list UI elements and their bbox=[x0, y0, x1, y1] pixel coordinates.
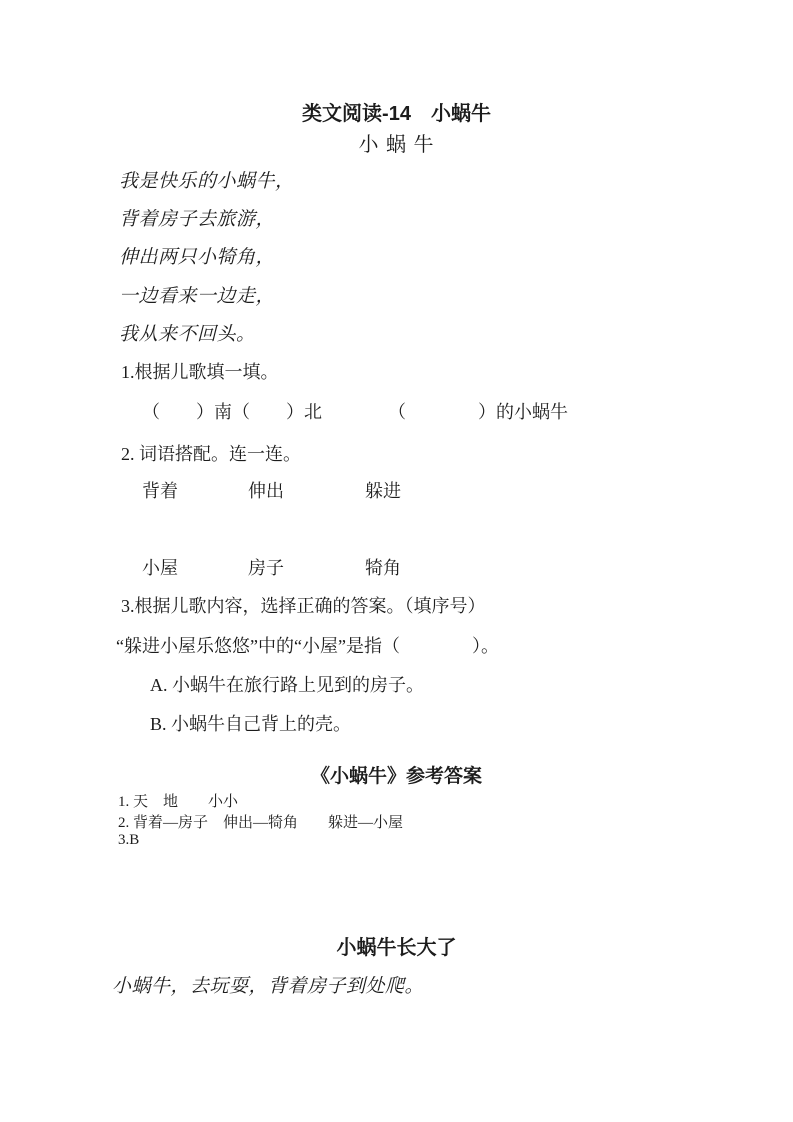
question-1-blank-group-1: （ ）南（ ）北 bbox=[142, 402, 322, 422]
question-3-option-a: A. 小蜗牛在旅行路上见到的房子。 bbox=[150, 675, 424, 695]
section-2-title: 小蜗牛长大了 bbox=[336, 937, 457, 959]
match-word-fangzi: 房子 bbox=[248, 558, 284, 578]
section-2-first-line: 小蜗牛，去玩耍，背着房子到处爬。 bbox=[112, 976, 425, 997]
question-2-label: 2. 词语搭配。连一连。 bbox=[121, 444, 301, 464]
poem-line-5: 我从来不回头。 bbox=[119, 324, 256, 345]
answer-item-2: 2. 背着—房子 伸出—犄角 躲进—小屋 bbox=[118, 815, 404, 831]
answer-item-1: 1. 天 地 小小 bbox=[118, 794, 239, 810]
question-3-label: 3.根据儿歌内容，选择正确的答案。（填序号） bbox=[121, 596, 486, 616]
document-title: 类文阅读-14 小蜗牛 bbox=[302, 103, 491, 125]
poem-line-4: 一边看来一边走， bbox=[119, 286, 276, 307]
answer-key-title: 《小蜗牛》参考答案 bbox=[310, 766, 482, 787]
match-word-xiaowu: 小屋 bbox=[142, 558, 178, 578]
answer-item-3: 3.B bbox=[118, 832, 140, 848]
match-word-duojin: 躲进 bbox=[365, 481, 401, 501]
question-1-blank-group-2: （ ）的小蜗牛 bbox=[388, 402, 568, 422]
question-1-label: 1.根据儿歌填一填。 bbox=[121, 362, 279, 382]
match-word-jijiao: 犄角 bbox=[365, 558, 401, 578]
match-word-beizhe: 背着 bbox=[142, 481, 178, 501]
match-word-shenchu: 伸出 bbox=[248, 481, 284, 501]
poem-title: 小 蜗 牛 bbox=[358, 134, 435, 156]
poem-line-1: 我是快乐的小蜗牛， bbox=[119, 171, 295, 192]
poem-line-2: 背着房子去旅游， bbox=[119, 209, 276, 230]
question-3-stem: “躲进小屋乐悠悠”中的“小屋”是指（ ）。 bbox=[116, 636, 499, 656]
poem-line-3: 伸出两只小犄角， bbox=[119, 247, 276, 268]
question-3-option-b: B. 小蜗牛自己背上的壳。 bbox=[150, 714, 352, 734]
